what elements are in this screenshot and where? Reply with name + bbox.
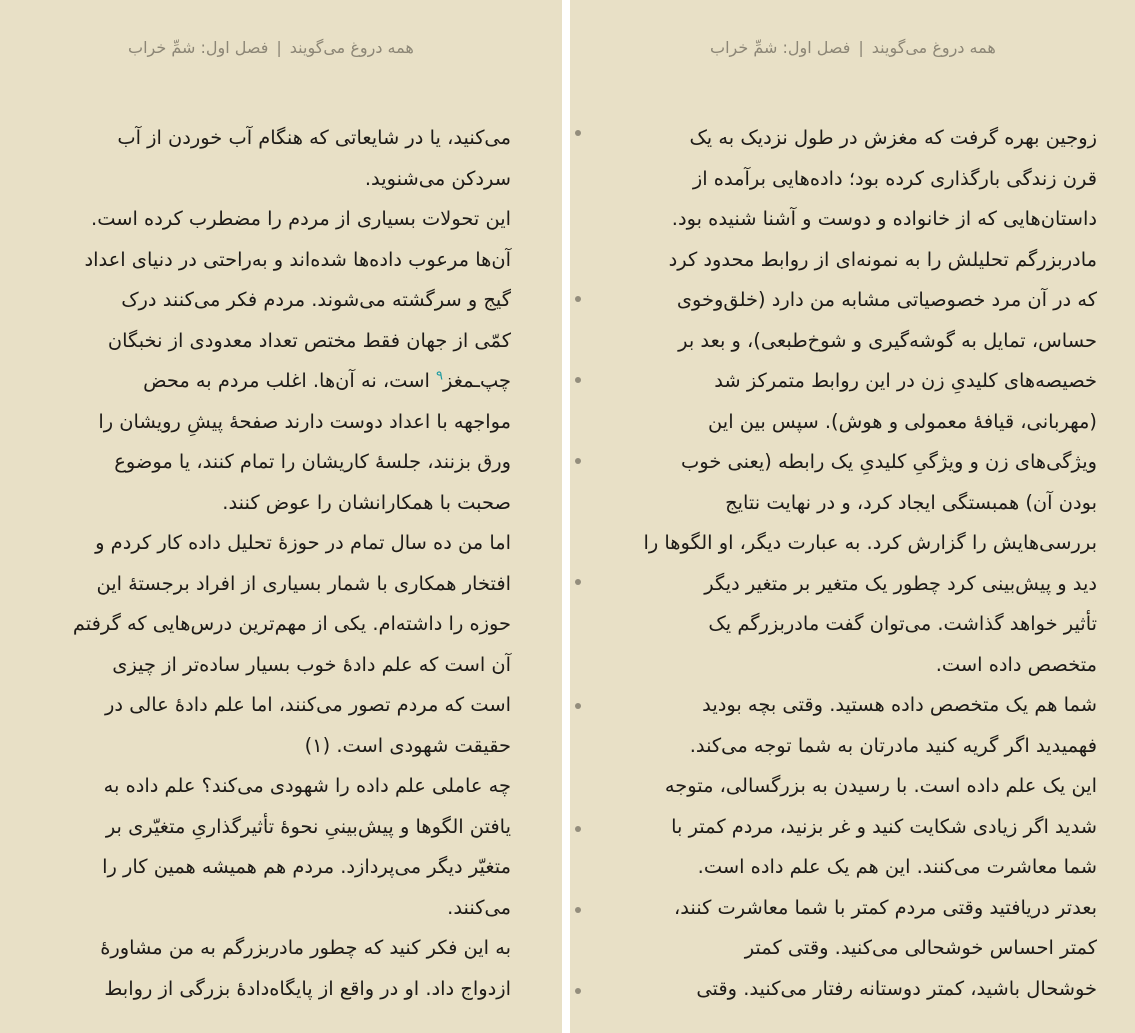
text-line: این تحولات بسیاری از مردم را مضطرب کرده است. [91, 207, 511, 230]
page-edge-mark [575, 130, 581, 136]
text-line: بررسی‌هایش را گزارش کرد. به عبارت دیگر، او الگوها را [643, 531, 1097, 554]
text-line: شما معاشرت می‌کنند. این هم یک علم داده است. [697, 855, 1097, 878]
text-line: شدید اگر زیادی شکایت کنید و غر بزنید، مردم کمتر با [671, 814, 1097, 838]
text-line: شما هم یک متخصص داده هستید. وقتی بچه بودید [702, 693, 1097, 716]
text-line: سردکن می‌شنوید. [364, 166, 511, 190]
page-edge-mark [575, 907, 581, 913]
page-edge-mark [575, 703, 581, 709]
text-line: گیج و سرگشته می‌شوند. مردم فکر می‌کنند درک [121, 288, 511, 311]
text-line: می‌کنند. [447, 895, 511, 919]
text-line: کمتر احساس خوشحالی می‌کنید. وقتی کمتر [744, 936, 1097, 959]
text-line: خصیصه‌های کلیدیِ زن در این روابط متمرکز شد [714, 369, 1097, 392]
header-separator: | [858, 38, 864, 57]
text-line: ورق بزنند، جلسهٔ کاریشان را تمام کنند، یا موضوع [114, 450, 511, 473]
text-line: حوزه را داشته‌ام. یکی از مهم‌ترین درس‌هایی که گرفتم [72, 612, 511, 635]
page-gutter [562, 0, 570, 1033]
page-edge-mark [575, 988, 581, 994]
page-edge-mark [575, 296, 581, 302]
header-book-title: همه دروغ می‌گویند [289, 38, 414, 57]
right-page [570, 0, 1135, 1033]
text-line: مواجهه با اعداد دوست دارند صفحهٔ پیشِ رویشان را [98, 409, 511, 433]
text-line: یافتن الگوها و پیش‌بینیِ نحوهٔ تأثیرگذاریِ متغیّری بر [105, 814, 511, 838]
text-line: چه عاملی علم داده را شهودی می‌کند؟ علم داده به [103, 774, 511, 797]
text-line: صحبت با همکارانشان را عوض کنند. [222, 490, 511, 514]
text-line: که در آن مرد خصوصیاتی مشابه من دارد (خلق‌وخوی [676, 288, 1097, 311]
footnote-marker[interactable]: ۹ [436, 368, 444, 384]
text-line: فهمیدید اگر گریه کنید مادرتان به شما توجه می‌کند. [689, 733, 1097, 757]
text-line: بعدتر دریافتید وقتی مردم کمتر با شما معاشرت کنند، [673, 895, 1097, 919]
text-line: مادربزرگم تحلیلش را به نمونه‌ای از روابط محدود کرد [668, 247, 1097, 271]
running-header [710, 38, 996, 57]
text-line: زوجین بهره گرفت که مغزش در طول نزدیک به یک [689, 126, 1097, 149]
text-line: ویژگی‌های زن و ویژگیِ کلیدیِ یک رابطه (یعنی خوب [681, 450, 1097, 473]
text-line: بودن آن) همبستگی ایجاد کرد، و در نهایت نتایج [725, 490, 1097, 514]
page-edge-mark [575, 377, 581, 383]
text-line: داستان‌هایی که از خانواده و دوست و آشنا شنیده بود. [671, 207, 1097, 230]
body-text [31, 118, 511, 1009]
text-line: ازدواج داد. او در واقع از پایگاه‌دادهٔ بزرگی از روابط [104, 976, 511, 1000]
left-page [0, 0, 562, 1033]
text-line: حقیقت شهودی است. (۱) [304, 733, 511, 757]
text-line: دید و پیش‌بینی کرد چطور یک متغیر بر متغیر دیگر [704, 571, 1097, 595]
text-line: اما من ده سال تمام در حوزهٔ تحلیل داده کار کردم و [95, 531, 511, 554]
text-line-with-footnote [31, 361, 511, 402]
page-edge-mark [575, 458, 581, 464]
text-line: می‌کنید، یا در شایعاتی که هنگام آب خوردن از آب [117, 126, 511, 149]
text-line: است که مردم تصور می‌کنند، اما علم دادهٔ عالی در [105, 693, 511, 716]
text-line: به این فکر کنید که چطور مادربزرگم به من مشاورهٔ [100, 936, 511, 959]
header-chapter: فصل اول: شمِّ خراب [128, 38, 269, 57]
text-line: کمّی از جهان فقط مختص تعداد معدودی از نخبگان [107, 328, 511, 352]
line-rest: است، نه آن‌ها. اغلب مردم به محض [143, 369, 437, 392]
text-line: قرن زندگی بارگذاری کرده بود؛ داده‌هایی برآمده از [692, 166, 1097, 190]
text-line: خوشحال باشید، کمتر دوستانه رفتار می‌کنید. وقتی [696, 976, 1097, 1000]
text-line: آن‌ها مرعوب داده‌ها شده‌اند و به‌راحتی در دنیای اعداد [84, 247, 511, 271]
text-line: متخصص داده است. [935, 652, 1097, 676]
text-line: این یک علم داده است. با رسیدن به بزرگسالی، متوجه [664, 774, 1097, 797]
text-line: افتخار همکاری با شمار بسیاری از افراد برجستهٔ این [96, 571, 511, 595]
text-line: متغیّر دیگر می‌پردازد. مردم هم همیشه همین کار را [102, 855, 511, 878]
header-book-title: همه دروغ می‌گویند [871, 38, 996, 57]
page-edge-mark [575, 826, 581, 832]
text-line: (مهربانی، قیافهٔ معمولی و هوش). سپس بین این [708, 409, 1097, 433]
page-edge-mark [575, 579, 581, 585]
body-text [617, 118, 1097, 1009]
line-start: چپ‌ـمغز [443, 369, 511, 392]
running-header [128, 38, 414, 57]
text-line: تأثیر خواهد گذاشت. می‌توان گفت مادربزرگم یک [708, 612, 1097, 635]
header-chapter: فصل اول: شمِّ خراب [710, 38, 851, 57]
text-line: آن است که علم دادهٔ خوب بسیار ساده‌تر از چیزی [112, 652, 511, 676]
text-line: حساس، تمایل به گوشه‌گیری و شوخ‌طبعی)، و بعد بر [678, 328, 1097, 352]
header-separator: | [276, 38, 282, 57]
